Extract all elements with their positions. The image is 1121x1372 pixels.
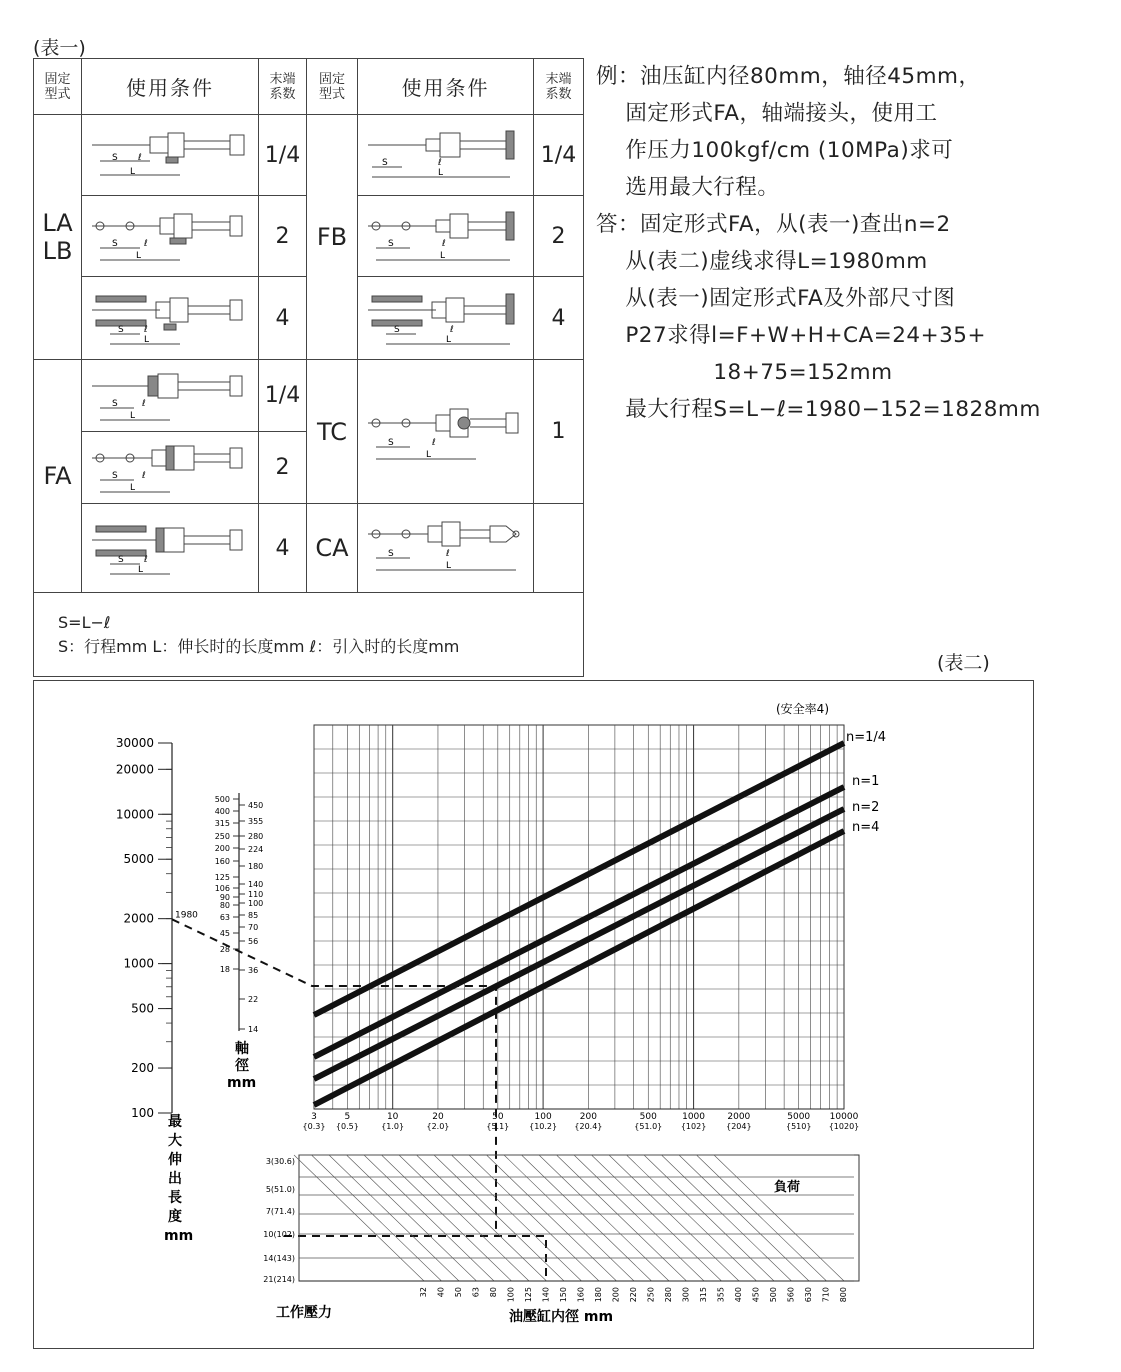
- load-label: 負荷: [774, 1180, 801, 1195]
- example-line: 选用最大行程。: [596, 175, 780, 200]
- svg-text:L: L: [445, 335, 451, 345]
- diagram-tc: [358, 360, 534, 504]
- bore-diag-line: [574, 1155, 704, 1281]
- shaft-tick-label: 160: [214, 857, 230, 866]
- header-condition: 使用条件: [358, 59, 534, 115]
- note-formula: S=L−ℓ: [58, 612, 111, 632]
- shaft-tick-label: 45: [219, 929, 230, 938]
- load-tick-sublabel: {51.0}: [634, 1122, 663, 1131]
- mount-label-fa: FA: [34, 360, 82, 593]
- series-label: n=2: [852, 800, 880, 815]
- coef-fb-4: 4: [534, 277, 584, 360]
- shaft-tick-label: 315: [214, 819, 230, 828]
- shaft-tick-label: 450: [248, 801, 264, 810]
- svg-text:S: S: [112, 470, 118, 481]
- shaft-tick-label: 106: [214, 884, 230, 893]
- bore-tick-label: 560: [786, 1287, 796, 1303]
- example-line: 从(表一)固定形式FA及外部尺寸图: [596, 286, 956, 311]
- bore-diag-line: [609, 1155, 739, 1281]
- shaft-tick-label: 140: [248, 880, 264, 889]
- series-line: [314, 809, 844, 1079]
- svg-text:S: S: [118, 555, 124, 565]
- safety-label: (安全率4): [776, 702, 829, 716]
- bore-axis-label: 油壓缸内徑 mm: [509, 1309, 614, 1325]
- svg-text:S: S: [381, 158, 388, 168]
- coef-fa-2: 2: [259, 432, 307, 504]
- bore-diag-line: [539, 1155, 669, 1281]
- mount-label-ca: CA: [307, 504, 358, 593]
- diagram-fa-4: [82, 504, 259, 593]
- load-tick-label: 1000: [682, 1112, 706, 1122]
- example-line: 例：油压缸内径80mm，轴径45mm，: [596, 64, 981, 89]
- bore-tick-label: 220: [629, 1287, 638, 1303]
- shaft-tick-label: 14: [248, 1025, 259, 1034]
- shaft-tick-label: 125: [214, 873, 230, 882]
- stroke-axis-label: 度: [168, 1209, 182, 1225]
- shaft-tick-label: 355: [248, 817, 264, 826]
- svg-text:ℓ: ℓ: [138, 153, 142, 163]
- mount-label-fb: FB: [307, 115, 358, 360]
- load-tick-sublabel: {2.0}: [426, 1122, 450, 1131]
- shaft-tick-label: 110: [248, 890, 264, 899]
- bore-diag-line: [329, 1155, 459, 1281]
- load-tick-sublabel: {10.2}: [529, 1122, 558, 1131]
- bore-tick-label: 100: [506, 1287, 516, 1303]
- svg-text:L: L: [439, 251, 445, 261]
- bore-tick-label: 280: [664, 1287, 673, 1303]
- example-line: 答：固定形式FA，从(表一)查出n=2: [596, 212, 951, 237]
- svg-text:L: L: [138, 565, 144, 575]
- svg-text:ℓ: ℓ: [142, 470, 146, 481]
- stroke-tick-label: 30000: [115, 736, 154, 750]
- svg-text:ℓ: ℓ: [144, 239, 148, 249]
- load-tick-label: 3: [311, 1112, 317, 1122]
- svg-text:ℓ: ℓ: [144, 555, 148, 565]
- bore-tick-label: 160: [576, 1287, 586, 1303]
- bore-diag-line: [452, 1155, 582, 1281]
- diagram-fa-2: [82, 432, 259, 504]
- bore-diag-line: [592, 1155, 722, 1281]
- load-tick-sublabel: {0.3}: [302, 1122, 326, 1131]
- coef-fb-2: 2: [534, 196, 584, 277]
- nomogram-chart: [33, 680, 1034, 1349]
- diagram-ca: [358, 504, 534, 593]
- bore-tick-label: 250: [646, 1287, 656, 1303]
- mount-label-la-lb: [34, 115, 82, 360]
- bore-tick-label: 150: [559, 1287, 568, 1303]
- pressure-frame: [299, 1155, 859, 1281]
- bore-tick-label: 63: [471, 1287, 481, 1298]
- stroke-marker-label: 1980: [175, 910, 198, 921]
- diagram-la-4: [82, 277, 259, 360]
- svg-text:L: L: [130, 482, 136, 493]
- bore-diag-line: [347, 1155, 477, 1281]
- load-tick-sublabel: {0.5}: [335, 1122, 359, 1131]
- note-legend: S：行程mm L：伸长时的长度mm ℓ：引入时的长度mm: [58, 636, 460, 656]
- shaft-tick-label: 100: [248, 899, 264, 908]
- stroke-axis-label: mm: [164, 1228, 194, 1244]
- load-tick-sublabel: {204}: [726, 1122, 752, 1131]
- table2-caption: (表二): [937, 652, 990, 674]
- shaft-tick-label: 18: [219, 965, 230, 974]
- svg-text:ℓ: ℓ: [431, 437, 436, 448]
- stroke-axis-label: 出: [168, 1171, 182, 1187]
- diagram-la-2: [82, 196, 259, 277]
- header-mount-type: 固定 型式: [307, 59, 358, 115]
- shaft-tick-label: 200: [214, 844, 230, 853]
- bore-tick-label: 355: [716, 1287, 726, 1303]
- bore-tick-label: 630: [804, 1287, 813, 1303]
- bore-tick-label: 300: [681, 1287, 691, 1303]
- diagram-fb-4: [358, 277, 534, 360]
- bore-tick-label: 180: [594, 1287, 603, 1303]
- bore-tick-label: 315: [699, 1287, 708, 1303]
- shaft-tick-label: 36: [248, 966, 259, 975]
- coef-fa-4: 4: [259, 504, 307, 593]
- bore-diag-line: [644, 1155, 774, 1281]
- series-label: n=1/4: [846, 730, 887, 745]
- bore-diag-line: [557, 1155, 687, 1281]
- mount-label-la-lb-text: LA LB: [42, 209, 73, 265]
- bore-diag-line: [679, 1155, 809, 1281]
- coef-la-2: 2: [259, 196, 307, 277]
- series-line: [314, 831, 844, 1105]
- example-line: 从(表二)虚线求得L=1980mm: [596, 249, 928, 274]
- shaft-tick-label: 70: [248, 923, 259, 932]
- svg-text:S: S: [387, 437, 394, 448]
- svg-text:S: S: [118, 325, 124, 335]
- shaft-tick-label: 63: [219, 913, 230, 922]
- bore-diag-line: [312, 1155, 442, 1281]
- bore-diag-line: [662, 1155, 792, 1281]
- bore-tick-label: 125: [524, 1287, 533, 1303]
- svg-text:S: S: [112, 398, 118, 409]
- bore-diag-line: [487, 1155, 617, 1281]
- load-tick-sublabel: {102}: [680, 1122, 707, 1131]
- shaft-tick-label: 400: [214, 807, 230, 816]
- stroke-axis-label: 最: [168, 1114, 182, 1130]
- shaft-tick-label: 180: [248, 862, 264, 871]
- load-tick-label: 100: [534, 1112, 552, 1122]
- svg-text:S: S: [112, 239, 118, 249]
- svg-text:L: L: [130, 167, 136, 177]
- shaft-axis-label: 徑: [235, 1058, 249, 1074]
- svg-text:ℓ: ℓ: [142, 398, 146, 409]
- bore-tick-label: 400: [734, 1287, 743, 1303]
- bore-tick-label: 40: [436, 1287, 446, 1298]
- header-coefficient: 末端 系数: [259, 59, 307, 115]
- shaft-tick-label: 85: [248, 911, 259, 920]
- coef-fb-1: 1/4: [534, 115, 584, 196]
- load-tick-sublabel: {20.4}: [574, 1122, 603, 1131]
- svg-text:L: L: [445, 561, 451, 571]
- table1-caption: (表一): [33, 37, 86, 59]
- load-tick-label: 10: [386, 1112, 399, 1122]
- example-line: 固定形式FA，轴端接头，使用工: [596, 101, 938, 126]
- bore-diag-line: [522, 1155, 652, 1281]
- svg-text:S: S: [387, 239, 394, 249]
- series-label: n=1: [852, 774, 880, 789]
- svg-text:L: L: [437, 168, 443, 178]
- bore-diag-line: [627, 1155, 757, 1281]
- bore-diag-line: [382, 1155, 512, 1281]
- stroke-tick-label: 10000: [115, 807, 154, 822]
- stroke-tick-label: 1000: [123, 956, 154, 971]
- pressure-tick-label: 14(143): [263, 1254, 295, 1263]
- bore-diag-line: [504, 1155, 634, 1281]
- bore-tick-label: 710: [821, 1287, 831, 1303]
- shaft-tick-label: 250: [214, 832, 230, 841]
- svg-text:L: L: [144, 335, 150, 345]
- shaft-tick-label: 280: [248, 832, 264, 841]
- load-tick-sublabel: {1.0}: [381, 1122, 405, 1131]
- series-line: [314, 787, 844, 1057]
- bore-tick-label: 500: [769, 1287, 778, 1303]
- example-line: P27求得l=F+W+H+CA=24+35+: [596, 323, 986, 348]
- shaft-tick-label: 28: [219, 945, 230, 954]
- bore-diag-line: [714, 1155, 844, 1281]
- svg-text:L: L: [136, 251, 142, 261]
- load-tick-label: 5000: [787, 1112, 811, 1122]
- load-tick-sublabel: {510}: [785, 1122, 812, 1131]
- stroke-tick-label: 500: [131, 1001, 154, 1016]
- svg-text:L: L: [425, 449, 431, 460]
- coef-fa-1: 1/4: [259, 360, 307, 432]
- pressure-axis-label: 工作壓力: [276, 1305, 332, 1321]
- series-line: [314, 743, 844, 1015]
- shaft-tick-label: 90: [219, 893, 230, 902]
- shaft-tick-label: 22: [248, 995, 259, 1004]
- stroke-tick-label: 20000: [115, 762, 154, 777]
- bore-tick-label: 800: [839, 1287, 848, 1303]
- pressure-tick-label: 7(71.4): [265, 1207, 295, 1216]
- mounting-table: [33, 58, 584, 677]
- bore-diag-line: [294, 1155, 424, 1281]
- header-condition: 使用条件: [82, 59, 259, 115]
- svg-text:S: S: [387, 549, 394, 559]
- load-tick-label: 200: [579, 1112, 597, 1122]
- bore-tick-label: 140: [541, 1287, 551, 1303]
- mount-label-tc: TC: [307, 360, 358, 504]
- load-tick-label: 2000: [727, 1112, 751, 1122]
- header-coefficient: 末端 系数: [534, 59, 584, 115]
- bore-diag-line: [399, 1155, 529, 1281]
- shaft-tick-label: 80: [219, 901, 230, 910]
- bore-diag-line: [469, 1155, 599, 1281]
- bore-diag-line: [697, 1155, 827, 1281]
- bore-diag-line: [434, 1155, 564, 1281]
- stroke-tick-label: 100: [131, 1106, 154, 1120]
- stroke-axis-label: 大: [168, 1133, 182, 1149]
- stroke-axis-label: 長: [168, 1190, 182, 1206]
- load-tick-label: 10000: [829, 1112, 859, 1122]
- nomogram-svg: [34, 681, 1033, 1348]
- header-mount-type: 固定 型式: [34, 59, 82, 115]
- load-tick-sublabel: {5.1}: [486, 1122, 510, 1131]
- shaft-tick-label: 500: [214, 795, 230, 804]
- bore-tick-label: 450: [751, 1287, 761, 1303]
- shaft-axis-label: mm: [227, 1075, 257, 1091]
- svg-text:ℓ: ℓ: [441, 239, 446, 249]
- example-text: [596, 58, 1041, 428]
- diagram-fb-1: [358, 115, 534, 196]
- bore-diag-line: [364, 1155, 494, 1281]
- load-tick-label: 20: [432, 1112, 444, 1122]
- diagram-fb-2: [358, 196, 534, 277]
- svg-text:S: S: [393, 325, 400, 335]
- coef-la-1: 1/4: [259, 115, 307, 196]
- svg-text:ℓ: ℓ: [445, 549, 450, 559]
- diagram-la-1: [82, 115, 259, 196]
- stroke-tick-label: 200: [131, 1061, 154, 1076]
- table1-note: [34, 593, 584, 677]
- pressure-tick-label: 3(30.6): [265, 1157, 295, 1166]
- diagram-fa-1: [82, 360, 259, 432]
- svg-text:L: L: [130, 410, 136, 421]
- svg-text:ℓ: ℓ: [449, 325, 454, 335]
- coef-la-4: 4: [259, 277, 307, 360]
- shaft-tick-label: 224: [248, 845, 264, 854]
- svg-text:ℓ: ℓ: [437, 158, 442, 168]
- example-line: 18+75=152mm: [596, 360, 893, 385]
- stroke-tick-label: 2000: [123, 911, 154, 926]
- pressure-tick-label: 10(102): [263, 1230, 295, 1239]
- load-tick-label: 50: [492, 1112, 504, 1122]
- stroke-axis-label: 伸: [168, 1152, 182, 1168]
- load-tick-label: 500: [639, 1112, 657, 1122]
- bore-tick-label: 80: [489, 1287, 498, 1298]
- example-line: 作压力100kgf/cm (10MPa)求可: [596, 138, 954, 163]
- load-tick-sublabel: {1020}: [828, 1122, 860, 1131]
- shaft-tick-label: 56: [248, 937, 259, 946]
- svg-text:S: S: [112, 153, 118, 163]
- bore-diag-line: [417, 1155, 547, 1281]
- bore-tick-label: 200: [611, 1287, 621, 1303]
- svg-text:ℓ: ℓ: [144, 325, 148, 335]
- stroke-tick-label: 5000: [123, 852, 154, 867]
- bore-tick-label: 32: [419, 1287, 428, 1298]
- series-label: n=4: [852, 820, 880, 835]
- example-line: 最大行程S=L−ℓ=1980−152=1828mm: [596, 397, 1041, 422]
- pressure-tick-label: 21(214): [263, 1275, 295, 1284]
- coef-ca: [534, 504, 584, 593]
- bore-tick-label: 50: [454, 1287, 463, 1298]
- shaft-axis-label: 軸: [235, 1041, 249, 1057]
- coef-tc: 1: [534, 360, 584, 504]
- pressure-tick-label: 5(51.0): [265, 1185, 295, 1194]
- load-tick-label: 5: [344, 1112, 351, 1122]
